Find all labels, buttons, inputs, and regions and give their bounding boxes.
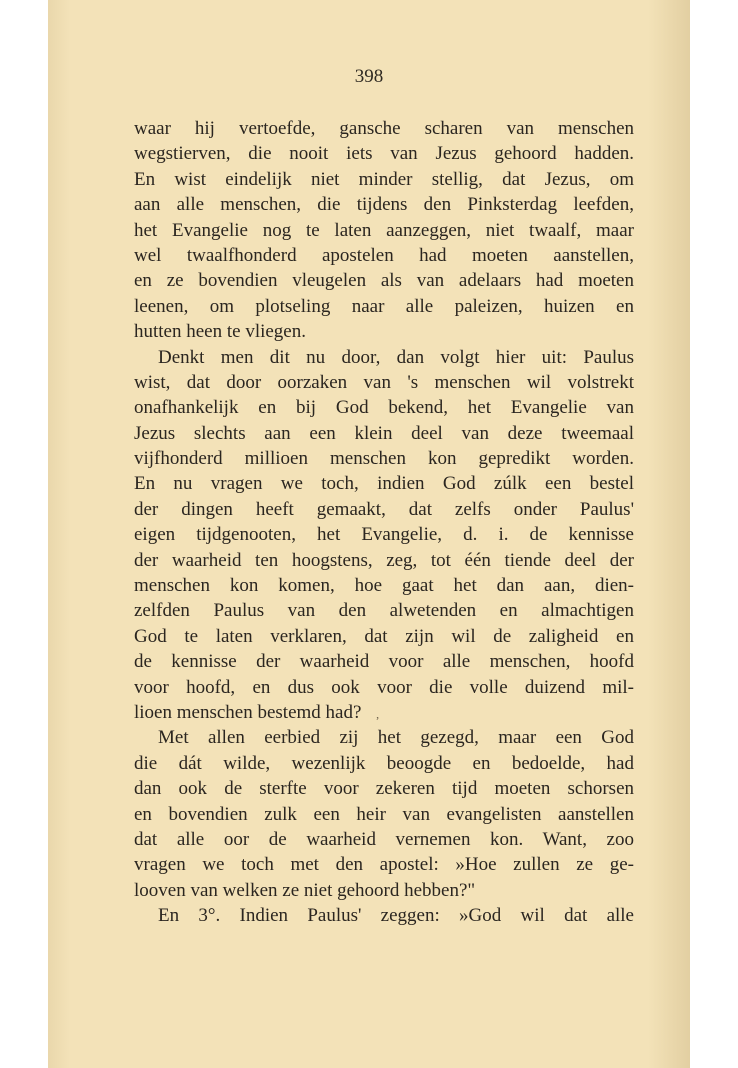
text-line: leenen, om plotseling naar alle paleizen, huizen en xyxy=(134,295,634,317)
paragraph-3 xyxy=(134,725,634,903)
text-line-content: lioen menschen bestemd had? xyxy=(134,701,362,723)
book-page xyxy=(48,0,690,1068)
text-line: zelfden Paulus van den alwetenden en almachtigen xyxy=(134,600,634,622)
paragraph-2 xyxy=(134,345,634,726)
page-number: 398 xyxy=(354,66,384,87)
text-line: En 3°. Indien Paulus' zeggen: »God wil dat alle xyxy=(158,905,634,927)
text-line: vragen we toch met den apostel: »Hoe zullen ze ge- xyxy=(134,854,634,876)
text-line: En nu vragen we toch, indien God zúlk een bestel xyxy=(134,473,634,495)
text-line: aan alle menschen, die tijdens den Pinksterdag leefden, xyxy=(134,194,634,216)
text-line: voor hoofd, en dus ook voor die volle duizend mil- xyxy=(134,676,634,698)
text-line: menschen kon komen, hoe gaat het dan aan, dien- xyxy=(134,575,634,597)
text-line: dat alle oor de waarheid vernemen kon. Want, zoo xyxy=(134,828,634,850)
text-line: Met allen eerbied zij het gezegd, maar een God xyxy=(158,727,634,749)
text-line: der dingen heeft gemaakt, dat zelfs onder Paulus' xyxy=(134,498,634,520)
text-line: wist, dat door oorzaken van 's menschen wil volstrekt xyxy=(134,371,634,393)
text-line: dan ook de sterfte voor zekeren tijd moeten schorsen xyxy=(134,778,634,800)
text-line: hutten heen te vliegen. xyxy=(134,321,306,343)
text-line xyxy=(134,700,634,725)
text-line: die dát wilde, wezenlijk beoogde en bedoelde, had xyxy=(134,752,634,774)
text-line: eigen tijdgenooten, het Evangelie, d. i. de kennisse xyxy=(134,524,634,546)
body-text xyxy=(134,116,634,929)
text-line: wegstierven, die nooit iets van Jezus gehoord hadden. xyxy=(134,143,634,165)
paragraph-4 xyxy=(134,903,634,928)
text-line: Jezus slechts aan een klein deel van deze tweemaal xyxy=(134,422,634,444)
text-line: God te laten verklaren, dat zijn wil de zaligheid en xyxy=(134,625,634,647)
paragraph-1 xyxy=(134,116,634,345)
text-line: Denkt men dit nu door, dan volgt hier uit: Paulus xyxy=(158,346,634,368)
text-line: en ze bovendien vleugelen als van adelaars had moeten xyxy=(134,270,634,292)
text-line: der waarheid ten hoogstens, zeg, tot één tiende deel der xyxy=(134,549,634,571)
text-line: En wist eindelijk niet minder stellig, dat Jezus, om xyxy=(134,168,634,190)
text-line: onafhankelijk en bij God bekend, het Evangelie van xyxy=(134,397,634,419)
text-line: wel twaalfhonderd apostelen had moeten aanstellen, xyxy=(134,244,634,266)
text-line: en bovendien zulk een heir van evangelisten aanstellen xyxy=(134,803,634,825)
text-line: vijfhonderd millioen menschen kon gepredikt worden. xyxy=(134,448,634,470)
text-line: waar hij vertoefde, gansche scharen van menschen xyxy=(134,118,634,139)
text-line: de kennisse der waarheid voor alle menschen, hoofd xyxy=(134,651,634,673)
text-line: het Evangelie nog te laten aanzeggen, niet twaalf, maar xyxy=(134,219,634,241)
text-line: looven van welken ze niet gehoord hebben?" xyxy=(134,879,476,901)
stray-mark: , xyxy=(376,706,380,721)
